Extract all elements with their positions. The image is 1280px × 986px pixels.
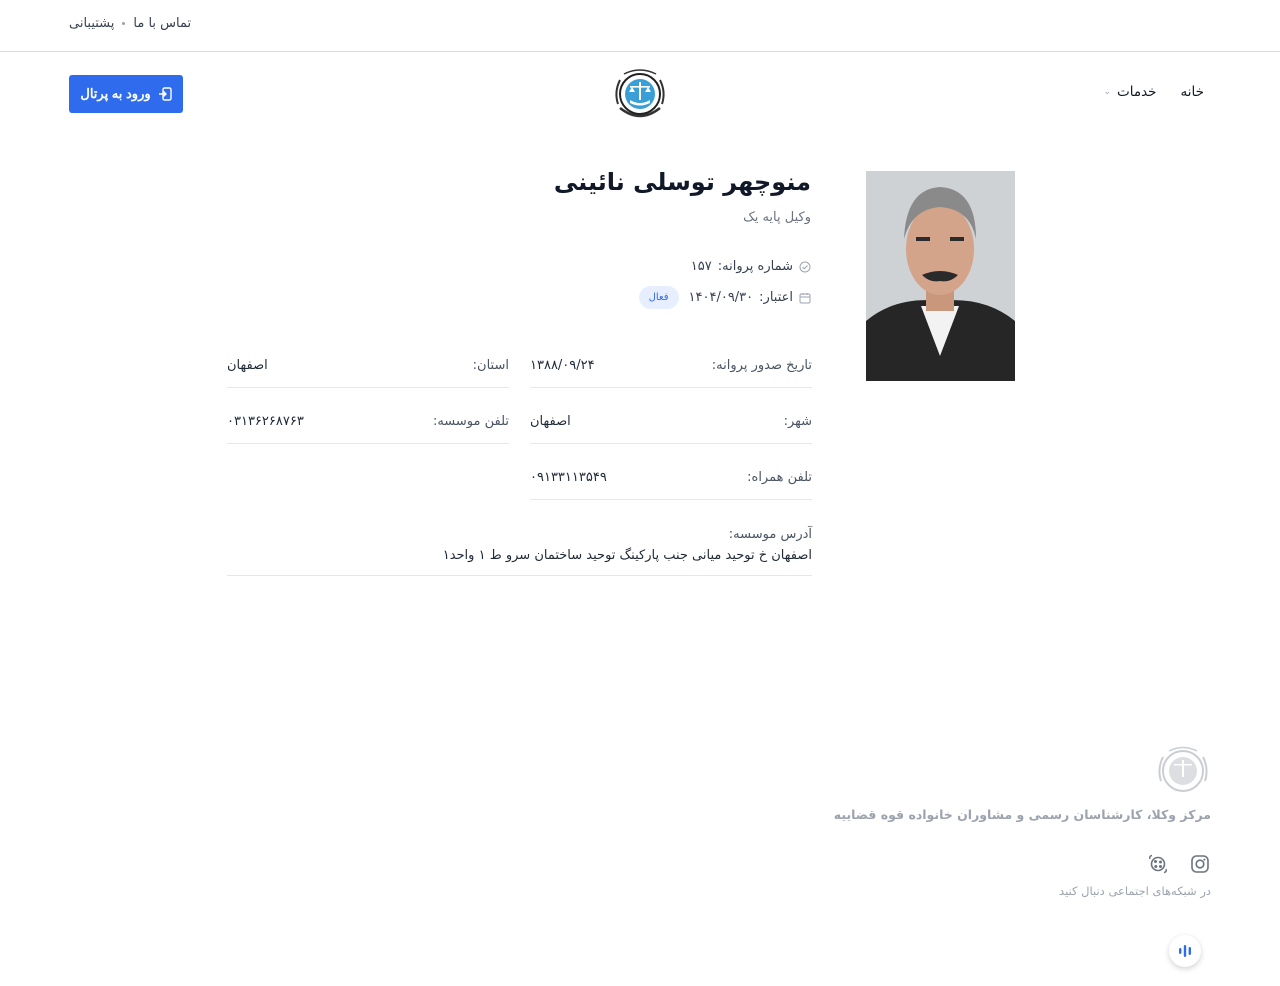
- instagram-icon[interactable]: [1189, 853, 1211, 875]
- validity-date: ۱۴۰۴/۰۹/۳۰: [688, 290, 754, 305]
- license-number: ۱۵۷: [690, 259, 712, 274]
- field-address: [227, 527, 812, 576]
- issue-date-label: تاریخ صدور پروانه:: [711, 358, 812, 373]
- check-circle-icon: [799, 261, 811, 273]
- login-icon: [158, 87, 172, 101]
- status-badge: فعال: [639, 286, 679, 309]
- field-issue-date: [530, 352, 812, 388]
- field-city: [530, 408, 812, 444]
- contact-link[interactable]: تماس با ما: [133, 16, 192, 31]
- address-value: اصفهان خ توحید میانی جنب پارکینگ توحید ساختمان سرو ط ۱ واحد۱: [442, 548, 812, 563]
- social-links: [1147, 853, 1211, 875]
- province-value: اصفهان: [227, 358, 268, 373]
- validity-label: اعتبار:: [759, 290, 793, 305]
- nav-services-label: خدمات: [1117, 84, 1157, 100]
- judiciary-logo[interactable]: [610, 64, 670, 124]
- issue-date-value: ۱۳۸۸/۰۹/۲۴: [530, 358, 595, 373]
- nav-services[interactable]: [1103, 84, 1156, 100]
- office-phone-value: ۰۳۱۳۶۲۶۸۷۶۳: [227, 414, 304, 429]
- support-link[interactable]: پشتیبانی: [69, 16, 115, 31]
- voice-icon: [1177, 943, 1193, 959]
- portal-button-label: ورود به پرتال: [80, 86, 151, 101]
- lawyer-title: وکیل پایه یک: [743, 210, 811, 225]
- field-mobile: [530, 464, 812, 500]
- office-phone-label: تلفن موسسه:: [432, 414, 509, 429]
- license-row: [691, 259, 811, 274]
- lawyer-name: منوچهر توسلی نائینی: [553, 168, 811, 196]
- address-label: آدرس موسسه:: [728, 527, 812, 542]
- calendar-icon: [799, 292, 811, 304]
- top-bar: [0, 0, 1280, 52]
- portal-login-button[interactable]: [69, 75, 183, 113]
- mobile-value: ۰۹۱۳۳۱۱۳۵۴۹: [530, 470, 607, 485]
- footer-org-name: مرکز وکلا، کارشناسان رسمی و مشاوران خانواده قوه قضاییه: [833, 807, 1211, 822]
- license-label: شماره پروانه:: [717, 259, 793, 274]
- field-province: [227, 352, 509, 388]
- nav-home[interactable]: خانه: [1180, 84, 1204, 100]
- footer-logo: [1155, 743, 1211, 799]
- main-nav: [1103, 84, 1204, 100]
- mobile-label: تلفن همراه:: [747, 470, 812, 485]
- validity-row: [639, 286, 811, 309]
- chevron-down-icon: ⌄: [1103, 87, 1112, 97]
- main-header: [0, 52, 1280, 134]
- city-value: اصفهان: [530, 414, 571, 429]
- separator-dot: [122, 22, 125, 25]
- field-office-phone: [227, 408, 509, 444]
- city-label: شهر:: [783, 414, 812, 429]
- lawyer-photo: [866, 171, 1015, 381]
- voice-assistant-button[interactable]: [1169, 935, 1201, 967]
- aparat-icon[interactable]: [1147, 853, 1169, 875]
- top-links: [69, 16, 191, 31]
- follow-text: در شبکه‌های اجتماعی دنبال کنید: [1059, 884, 1211, 898]
- province-label: استان:: [472, 358, 509, 373]
